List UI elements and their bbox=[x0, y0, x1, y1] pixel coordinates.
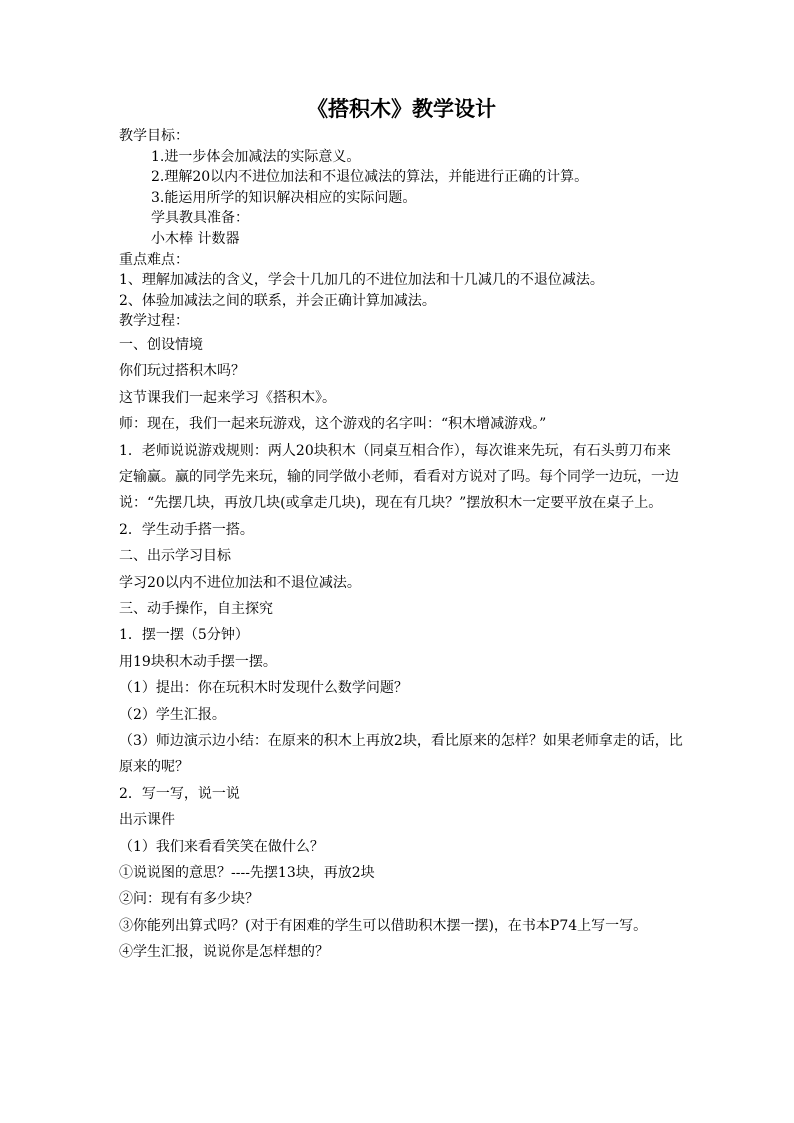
key-point-item: 1、理解加减法的含义，学会十几加几的不进位加法和十几减几的不退位减法。 bbox=[119, 272, 604, 289]
process-line: 师：现在，我们一起来玩游戏，这个游戏的名字叫：“积木增减游戏。” bbox=[119, 416, 547, 433]
process-line: 三、动手操作，自主探究 bbox=[119, 601, 273, 617]
process-line: 出示课件 bbox=[119, 812, 175, 829]
key-point-item: 2、体验加减法之间的联系，并会正确计算加减法。 bbox=[119, 292, 436, 309]
process-line: （1）提出：你在玩积木时发现什么数学问题？ bbox=[119, 680, 408, 697]
goal-item: 3.能运用所学的知识解决相应的实际问题。 bbox=[151, 189, 417, 206]
goals-section bbox=[119, 126, 684, 332]
goals-heading: 教学目标： bbox=[119, 128, 189, 144]
process-line: ④学生汇报，说说你是怎样想的？ bbox=[119, 944, 329, 961]
document-title: 《搭积木》教学设计 bbox=[307, 97, 496, 121]
process-line: 2．学生动手搭一搭。 bbox=[119, 521, 254, 538]
materials-heading: 学具教具准备： bbox=[151, 210, 249, 227]
process-paragraph: （3）师边演示边小结：在原来的积木上再放2块，看比原来的怎样？如果老师拿走的话，比原来的呢？ bbox=[119, 733, 683, 776]
goal-item: 2.理解20以内不进位加法和不退位减法的算法，并能进行正确的计算。 bbox=[151, 169, 589, 186]
key-points-heading: 重点难点： bbox=[119, 251, 189, 268]
process-line: ①说说图的意思？----先摆13块，再放2块 bbox=[119, 865, 375, 882]
process-section bbox=[119, 332, 684, 966]
process-heading: 教学过程： bbox=[119, 313, 189, 330]
process-paragraph: 1．老师说说游戏规则：两人20块积木（同桌互相合作），每次谁来先玩，有石头剪刀布来定输赢。赢的同学先来玩，输的同学做小老师，看看对方说对了吗。每个同学一边玩，一边说：“先摆几块，再放几块(或拿走几块)，现在有几块？”摆放积木一定要平放在桌子上。 bbox=[119, 442, 679, 512]
process-line: （2）学生汇报。 bbox=[119, 706, 226, 723]
process-line: 一、创设情境 bbox=[119, 336, 203, 353]
process-line: 1．摆一摆（5分钟） bbox=[119, 627, 249, 644]
materials-text: 小木棒 计数器 bbox=[151, 230, 240, 247]
process-line: 你们玩过搭积木吗？ bbox=[119, 363, 245, 380]
process-line: 这节课我们一起来学习《搭积木》。 bbox=[119, 389, 336, 406]
process-paragraph: ③你能列出算式吗？(对于有困难的学生可以借助积木摆一摆)，在书本P74上写一写。 bbox=[119, 917, 648, 934]
process-line: 2．写一写，说一说 bbox=[119, 785, 240, 802]
goal-item: 1.进一步体会加减法的实际意义。 bbox=[151, 148, 361, 165]
process-line: （1）我们来看看笑笑在做什么？ bbox=[119, 838, 324, 855]
process-line: 用19块积木动手摆一摆。 bbox=[119, 653, 277, 670]
process-line: 二、出示学习目标 bbox=[119, 548, 231, 565]
process-line: 学习20以内不进位加法和不退位减法。 bbox=[119, 574, 361, 591]
document-page bbox=[119, 94, 684, 966]
process-line: ②问：现有有多少块？ bbox=[119, 891, 259, 908]
